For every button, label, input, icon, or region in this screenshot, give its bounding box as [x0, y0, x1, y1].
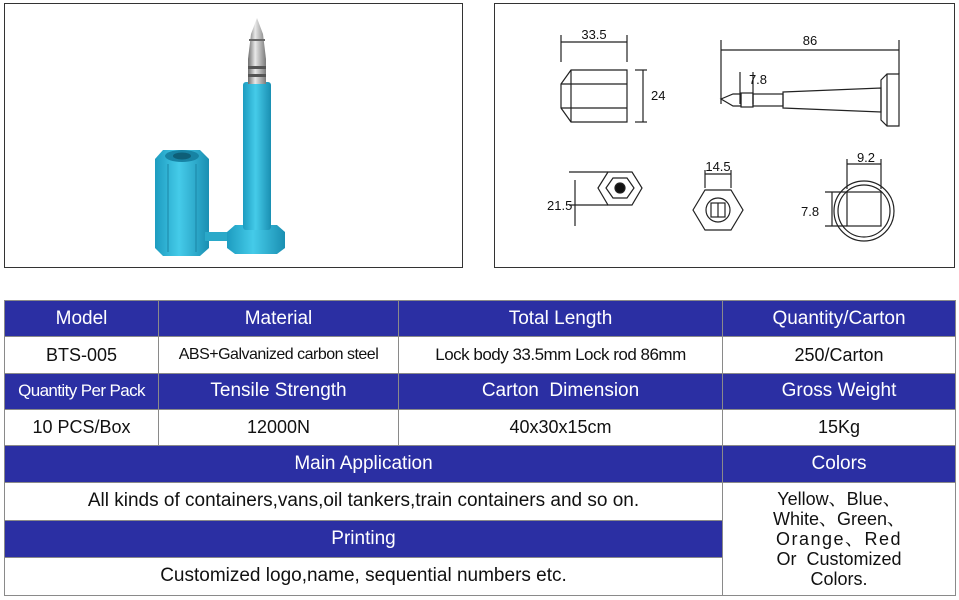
- header-carton-dimension: Carton Dimension: [399, 373, 723, 409]
- dim-cap-width: 33.5: [581, 27, 607, 42]
- header-main-application: Main Application: [5, 446, 723, 482]
- header-quantity-carton: Quantity/Carton: [723, 301, 956, 337]
- value-material: ABS+Galvanized carbon steel: [159, 337, 399, 373]
- colors-line: Colors.: [810, 568, 868, 589]
- technical-drawing-panel: [494, 3, 955, 268]
- bolt-seal-image: [5, 4, 461, 266]
- value-colors: [723, 482, 956, 595]
- colors-line: Or Customized: [776, 548, 902, 569]
- value-quantity-per-pack: 10 PCS/Box: [5, 410, 159, 446]
- rod-side-view: [721, 33, 899, 126]
- dim-rod-length: 86: [802, 33, 818, 48]
- colors-line: Orange、Red: [775, 528, 903, 549]
- header-printing: Printing: [5, 521, 723, 557]
- header-colors: Colors: [723, 446, 956, 482]
- table-value-row-1: [5, 337, 956, 373]
- dim-head-width: 9.2: [856, 150, 876, 165]
- header-gross-weight: Gross Weight: [723, 373, 956, 409]
- header-quantity-per-pack: Quantity Per Pack: [5, 373, 159, 409]
- table-header-row-1: [5, 301, 956, 337]
- hex-end-view: [547, 172, 642, 226]
- value-main-application: All kinds of containers,vans,oil tankers,train containers and so on.: [5, 482, 723, 520]
- dim-hex-across: 21.5: [547, 198, 573, 213]
- product-photo-panel: [4, 3, 463, 268]
- table-header-row-2: [5, 373, 956, 409]
- dimension-drawing: [495, 4, 953, 266]
- hex-top-view: [693, 159, 743, 230]
- specification-table: [4, 300, 956, 596]
- header-total-length: Total Length: [399, 301, 723, 337]
- value-carton-dimension: 40x30x15cm: [399, 410, 723, 446]
- cap-side-view: [561, 27, 665, 122]
- dim-hex-top: 14.5: [705, 159, 731, 174]
- header-tensile-strength: Tensile Strength: [159, 373, 399, 409]
- seal-cap: [155, 150, 209, 256]
- table-value-row-2: [5, 410, 956, 446]
- value-quantity-carton: 250/Carton: [723, 337, 956, 373]
- seal-rod: [243, 82, 271, 230]
- value-gross-weight: 15Kg: [723, 410, 956, 446]
- colors-line: Yellow、Blue、: [777, 488, 901, 509]
- value-tensile-strength: 12000N: [159, 410, 399, 446]
- table-header-row-3: [5, 446, 956, 482]
- colors-line: White、Green、: [772, 508, 906, 529]
- dim-tip-width: 7.8: [748, 72, 768, 87]
- dim-head-height: 7.8: [801, 204, 820, 219]
- value-total-length: Lock body 33.5mm Lock rod 86mm: [399, 337, 723, 373]
- value-printing: Customized logo,name, sequential numbers etc.: [5, 557, 723, 595]
- head-end-view: [801, 150, 894, 241]
- value-model: BTS-005: [5, 337, 159, 373]
- header-material: Material: [159, 301, 399, 337]
- dim-cap-height: 24: [651, 88, 666, 103]
- metal-tip: [248, 18, 266, 84]
- header-model: Model: [5, 301, 159, 337]
- table-value-row-3: [5, 482, 956, 520]
